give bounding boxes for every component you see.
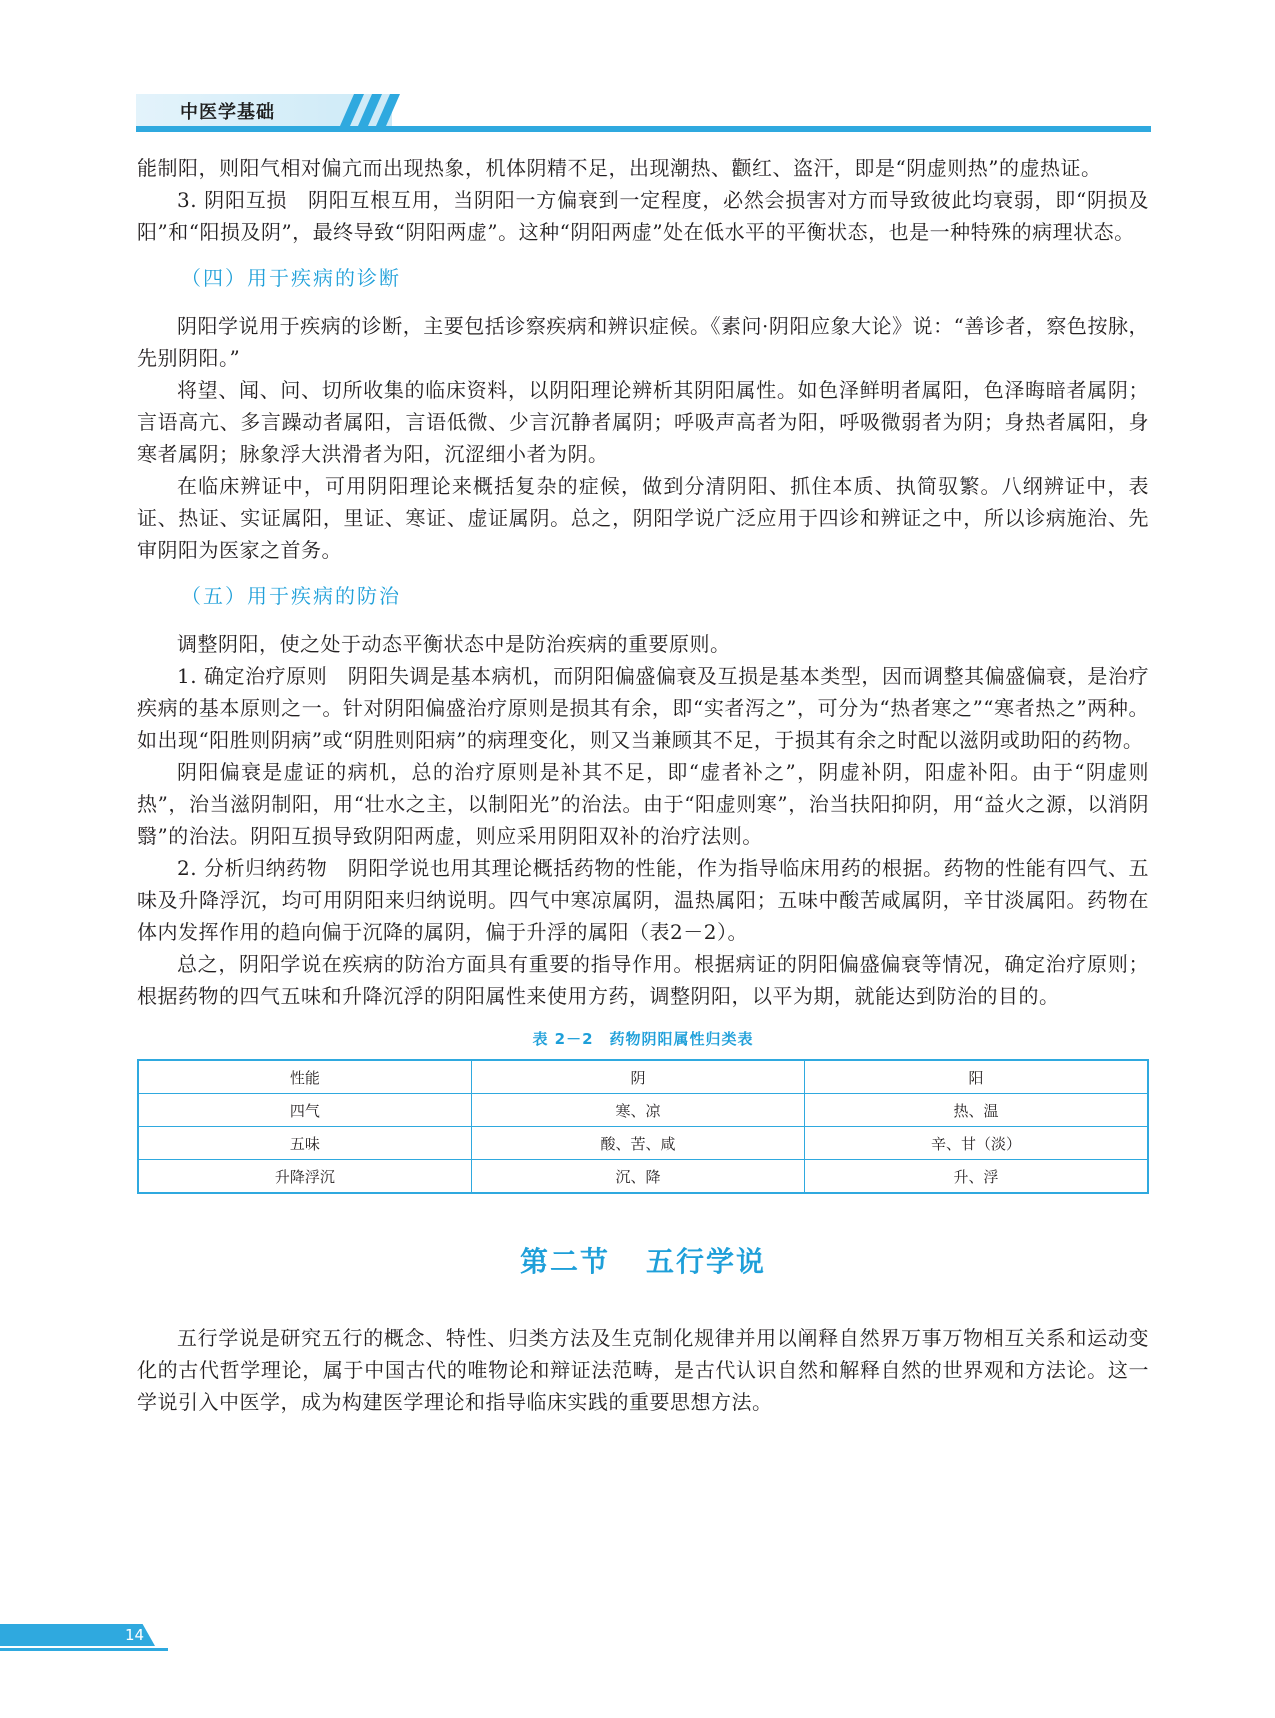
table-caption: 表 2－2 药物阴阳属性归类表 [532, 1030, 754, 1048]
table-header-cell: 性能 [138, 1060, 471, 1094]
yin-yang-drug-table [137, 1059, 1149, 1194]
footer-rule [0, 1648, 168, 1651]
paragraph: 在临床辨证中，可用阴阳理论来概括复杂的症候，做到分清阴阳、抓住本质、执简驭繁。八纲辨证中，表证、热证、实证属阳，里证、寒证、虚证属阴。总之，阴阳学说广泛应用于四诊和辨证之中，所以诊病施治、先审阴阳为医家之首务。 [137, 474, 1149, 562]
page-number: 14 [125, 1626, 145, 1644]
section-title: 五行学说 [646, 1245, 767, 1278]
running-header-title: 中医学基础 [180, 102, 275, 123]
paragraph: 阴阳学说用于疾病的诊断，主要包括诊察疾病和辨识症候。《素问·阴阳应象大论》说：“善诊者，察色按脉，先别阴阳。” [137, 314, 1149, 370]
table-cell: 酸、苦、咸 [471, 1127, 804, 1160]
table-header-row [138, 1060, 1148, 1094]
section-number: 第二节 [519, 1245, 610, 1278]
table-cell: 辛、甘（淡） [805, 1127, 1148, 1160]
page-content [137, 152, 1149, 1418]
paragraph: 1. 确定治疗原则 阴阳失调是基本病机，而阴阳偏盛偏衰及互损是基本类型，因而调整其偏盛偏衰，是治疗疾病的基本原则之一。针对阴阳偏盛治疗原则是损其有余，即“实者泻之”，可分为“热者寒之”“寒者热之”两种。如出现“阳胜则阴病”或“阴胜则阳病”的病理变化，则又当兼顾其不足，于损其有余之时配以滋阴或助阳的药物。 [137, 664, 1149, 752]
paragraph: 3. 阴阳互损 阴阳互根互用，当阴阳一方偏衰到一定程度，必然会损害对方而导致彼此均衰弱，即“阴损及阳”和“阳损及阴”，最终导致“阴阳两虚”。这种“阴阳两虚”处在低水平的平衡状态，也是一种特殊的病理状态。 [137, 188, 1149, 244]
table-cell: 升、浮 [805, 1160, 1148, 1194]
subheading-diagnosis: （四）用于疾病的诊断 [181, 266, 401, 290]
paragraph: 能制阳，则阳气相对偏亢而出现热象，机体阴精不足，出现潮热、颧红、盗汗，即是“阴虚则热”的虚热证。 [137, 156, 1102, 180]
paragraph: 调整阴阳，使之处于动态平衡状态中是防治疾病的重要原则。 [177, 632, 731, 656]
paragraph: 将望、闻、问、切所收集的临床资料，以阴阳理论辨析其阴阳属性。如色泽鲜明者属阳，色泽晦暗者属阴；言语高亢、多言躁动者属阳，言语低微、少言沉静者属阴；呼吸声高者为阳，呼吸微弱者为阴；身热者属阳，身寒者属阴；脉象浮大洪滑者为阳，沉涩细小者为阴。 [137, 378, 1149, 466]
table-cell: 热、温 [805, 1094, 1148, 1127]
paragraph: 总之，阴阳学说在疾病的防治方面具有重要的指导作用。根据病证的阴阳偏盛偏衰等情况，确定治疗原则；根据药物的四气五味和升降沉浮的阴阳属性来使用方药，调整阴阳，以平为期，就能达到防治的目的。 [137, 952, 1149, 1008]
table-cell: 五味 [138, 1127, 471, 1160]
subheading-treatment: （五）用于疾病的防治 [181, 584, 401, 608]
paragraph: 2. 分析归纳药物 阴阳学说也用其理论概括药物的性能，作为指导临床用药的根据。药物的性能有四气、五味及升降浮沉，均可用阴阳来归纳说明。四气中寒凉属阴，温热属阳；五味中酸苦咸属阴，辛甘淡属阳。药物在体内发挥作用的趋向偏于沉降的属阴，偏于升浮的属阳（表2－2）。 [137, 856, 1149, 944]
paragraph: 阴阳偏衰是虚证的病机，总的治疗原则是补其不足，即“虚者补之”，阴虚补阴，阳虚补阳。由于“阴虚则热”，治当滋阴制阳，用“壮水之主，以制阳光”的治法。由于“阳虚则寒”，治当扶阳抑阴，用“益火之源，以消阴翳”的治法。阴阳互损导致阴阳两虚，则应采用阴阳双补的治疗法则。 [137, 760, 1149, 848]
header-stripes-decoration [330, 94, 400, 126]
table-header-cell: 阴 [471, 1060, 804, 1094]
table-cell: 沉、降 [471, 1160, 804, 1194]
table-cell: 四气 [138, 1094, 471, 1127]
header-rule [136, 126, 1151, 132]
table-cell: 寒、凉 [471, 1094, 804, 1127]
table-row [138, 1127, 1148, 1160]
table-header-cell: 阳 [805, 1060, 1148, 1094]
section-heading [137, 1240, 1149, 1280]
table-row [138, 1094, 1148, 1127]
table-cell: 升降浮沉 [138, 1160, 471, 1194]
table-row [138, 1160, 1148, 1194]
paragraph: 五行学说是研究五行的概念、特性、归类方法及生克制化规律并用以阐释自然界万事万物相互关系和运动变化的古代哲学理论，属于中国古代的唯物论和辩证法范畴，是古代认识自然和解释自然的世界观和方法论。这一学说引入中医学，成为构建医学理论和指导临床实践的重要思想方法。 [137, 1326, 1149, 1414]
